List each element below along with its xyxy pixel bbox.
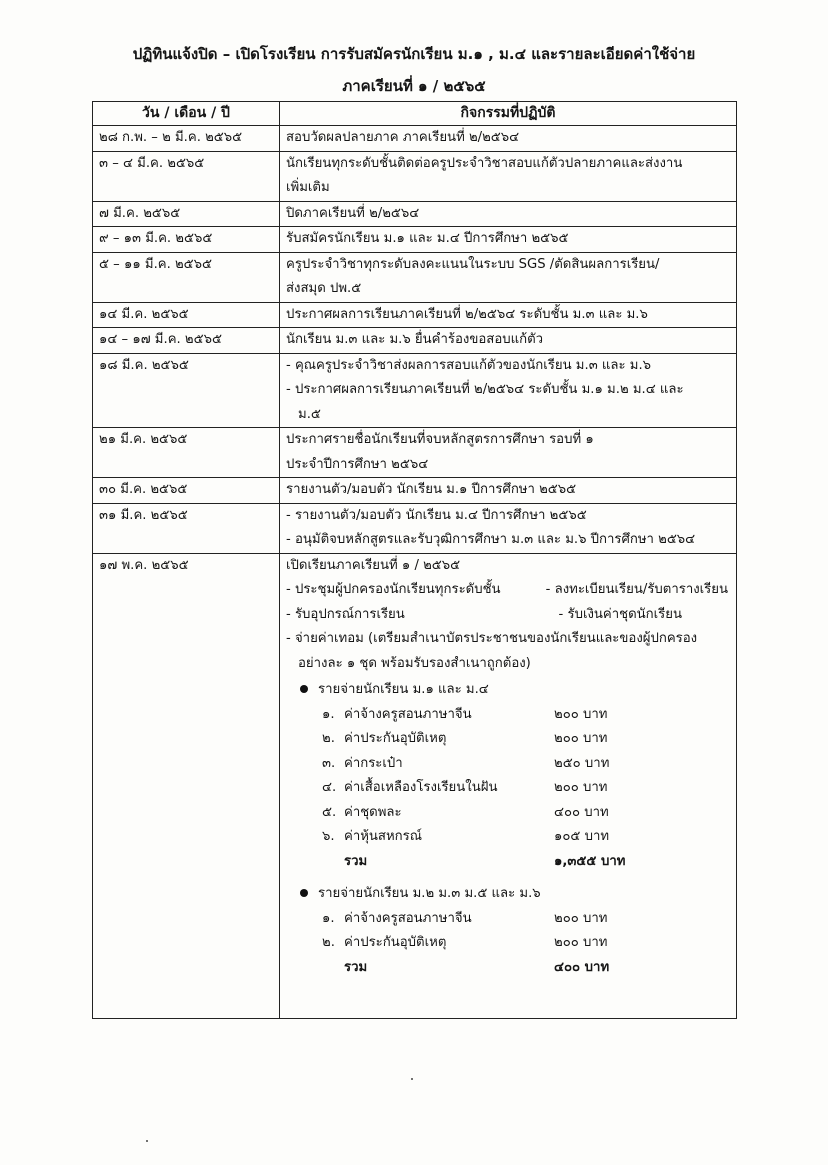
fee-item [286,752,730,777]
total-label: รวม [344,959,368,975]
activity-line: ปิดภาคเรียนที่ ๒/๒๕๖๔ [286,205,420,221]
fee-item-amount: ๑๐๕ บาท [554,829,610,844]
document-subtitle: ภาคเรียนที่ ๑ / ๒๕๖๕ [342,77,486,95]
fee-item [286,931,730,956]
activity-cell [280,302,737,328]
date-cell: ๓ – ๔ มี.ค. ๒๕๖๕ [93,151,280,201]
fee-item-label: ค่าชุดพละ [344,804,402,820]
fee-item [286,703,730,728]
activity-line: นักเรียนทุกระดับชั้นติดต่อครูประจำวิชาสอบแก้ตัวปลายภาคและส่งงาน [286,155,683,171]
scan-speck [146,1140,148,1142]
activity-item: - ลงทะเบียนเรียน/รับตารางเรียน [545,582,728,597]
bullet-icon [300,685,308,693]
fee-group-1-heading [286,678,730,703]
activity-item: - ประชุมผู้ปกครองนักเรียนทุกระดับชั้น [286,582,501,597]
activity-cell [280,151,737,201]
total-amount: ๔๐๐ บาท [554,959,610,975]
document-title: ปฏิทินแจ้งปิด – เปิดโรงเรียน การรับสมัครนักเรียน ม.๑ , ม.๔ และรายละเอียดค่าใช้จ่าย [132,45,696,63]
activity-pair [286,603,730,628]
fee-item-amount: ๔๐๐ บาท [554,804,609,820]
date-cell: ๑๔ – ๑๗ มี.ค. ๒๕๖๕ [93,328,280,354]
activity-cell [280,353,737,428]
table-row [93,151,737,201]
date-cell: ๓๐ มี.ค. ๒๕๖๕ [93,478,280,504]
activity-line: - รายงานตัว/มอบตัว นักเรียน ม.๔ ปีการศึกษา ๒๕๖๕ [286,507,587,523]
activity-line: ม.๕ [298,406,321,422]
fee-group-2-heading [286,882,730,907]
fee-item-no: ๓. [322,755,336,771]
table-row [93,201,737,227]
column-header-date: วัน / เดือน / ปี [93,102,280,126]
table-row [93,302,737,328]
fee-group-title: รายจ่ายนักเรียน ม.๑ และ ม.๔ [318,682,489,697]
activity-cell [280,503,737,553]
date-cell: ๒๘ ก.พ. – ๒ มี.ค. ๒๕๖๕ [93,126,280,152]
date-cell: ๗ มี.ค. ๒๕๖๕ [93,201,280,227]
date-cell: ๑๗ พ.ค. ๒๕๖๕ [93,553,280,1019]
fee-group-1-list [286,703,730,850]
date-cell: ๓๑ มี.ค. ๒๕๖๕ [93,503,280,553]
table-row [93,126,737,152]
fee-item [286,801,730,826]
activity-line: ประกาศผลการเรียนภาคเรียนที่ ๒/๒๕๖๔ ระดับชั้น ม.๓ และ ม.๖ [286,306,648,322]
activity-cell [280,428,737,478]
activity-line: - อนุมัติจบหลักสูตรและรับวุฒิการศึกษา ม.๓ และ ม.๖ ปีการศึกษา ๒๕๖๔ [286,532,696,547]
fee-item-no: ๑. [322,706,335,722]
date-cell: ๑๔ มี.ค. ๒๕๖๕ [93,302,280,328]
fee-item-no: ๒. [322,935,335,950]
activity-line: เพิ่มเติม [286,180,330,195]
fee-group-2-total [286,956,730,981]
total-amount: ๑,๓๕๕ บาท [554,853,626,869]
cell-spacer [286,1004,730,1018]
fee-item-amount: ๒๐๐ บาท [554,706,608,722]
activity-line: ประกาศรายชื่อนักเรียนที่จบหลักสูตรการศึกษา รอบที่ ๑ [286,432,594,447]
fee-item-no: ๔. [322,780,337,795]
activity-cell [280,328,737,354]
fee-item-label: ค่ากระเป๋า [344,755,403,771]
fee-item-amount: ๒๐๐ บาท [554,910,608,926]
table-row [93,252,737,302]
date-cell: ๕ – ๑๑ มี.ค. ๒๕๖๕ [93,252,280,302]
scan-speck [411,1078,413,1080]
table-row [93,503,737,553]
activity-cell [280,126,737,152]
column-header-activity: กิจกรรมที่ปฏิบัติ [280,102,737,126]
date-cell: ๑๘ มี.ค. ๒๕๖๕ [93,353,280,428]
fee-item-amount: ๒๐๐ บาท [554,935,608,950]
fee-item [286,907,730,932]
term-opening-heading: เปิดเรียนภาคเรียนที่ ๑ / ๒๕๖๕ [286,557,461,573]
cell-spacer [286,980,730,1004]
fee-group-1-total [286,850,730,875]
fee-item-no: ๖. [322,829,335,844]
activity-cell [280,201,737,227]
activity-line: ประจำปีการศึกษา ๒๕๖๔ [286,456,429,472]
activity-pair [286,578,730,603]
fee-item-amount: ๒๐๐ บาท [554,780,608,795]
fee-item-label: ค่าจ้างครูสอนภาษาจีน [344,706,472,722]
table-row-term-opening [93,553,737,1019]
fee-item-label: ค่าหุ้นสหกรณ์ [344,829,422,844]
table-row [93,227,737,253]
fee-item-no: ๕. [322,804,337,820]
fee-item-label: ค่าเสื้อเหลืองโรงเรียนในฝัน [344,780,498,795]
activity-line: สอบวัดผลปลายภาค ภาคเรียนที่ ๒/๒๕๖๔ [286,130,520,145]
fee-item-no: ๑. [322,910,335,926]
total-label: รวม [344,853,368,869]
fee-item-amount: ๒๐๐ บาท [554,731,608,746]
activity-line: รับสมัครนักเรียน ม.๑ และ ม.๔ ปีการศึกษา ๒๕๖๕ [286,231,569,246]
activity-cell [280,553,737,1019]
fee-item [286,825,730,850]
date-cell: ๒๑ มี.ค. ๒๕๖๕ [93,428,280,478]
activity-line: ส่งสมุด ปพ.๕ [286,281,362,296]
table-row [93,428,737,478]
table-row [93,478,737,504]
fee-group-title: รายจ่ายนักเรียน ม.๒ ม.๓ ม.๕ และ ม.๖ [318,886,541,901]
fee-item-label: ค่าประกันอุบัติเหตุ [344,935,447,950]
activity-line: ครูประจำวิชาทุกระดับลงคะแนนในระบบ SGS /ตัดสินผลการเรียน/ [286,256,660,272]
fee-item [286,776,730,801]
table-row [93,328,737,354]
activity-line: - คุณครูประจำวิชาส่งผลการสอบแก้ตัวของนักเรียน ม.๓ และ ม.๖ [286,357,652,373]
date-cell: ๙ – ๑๓ มี.ค. ๒๕๖๕ [93,227,280,253]
fee-item [286,727,730,752]
activity-cell [280,252,737,302]
activity-line: - ประกาศผลการเรียนภาคเรียนที่ ๒/๒๕๖๔ ระดับชั้น ม.๑ ม.๒ ม.๔ และ [286,382,684,397]
activity-line: นักเรียน ม.๓ และ ม.๖ ยื่นคำร้องขอสอบแก้ตัว [286,332,544,347]
fee-item-label: ค่าจ้างครูสอนภาษาจีน [344,910,472,926]
fee-group-2-list [286,907,730,956]
fee-item-no: ๒. [322,731,335,746]
table-row [93,353,737,428]
bullet-icon [300,889,308,897]
table-header-row [93,102,737,126]
tuition-note: - จ่ายค่าเทอม (เตรียมสำเนาบัตรประชาชนของนักเรียนและของผู้ปกครอง [286,631,698,646]
fee-item-amount: ๒๕๐ บาท [554,755,610,771]
tuition-note-cont: อย่างละ ๑ ชุด พร้อมรับรองสำเนาถูกต้อง) [298,655,531,671]
activity-item: - รับเงินค่าชุดนักเรียน [558,606,682,622]
activity-line: รายงานตัว/มอบตัว นักเรียน ม.๑ ปีการศึกษา ๒๕๖๕ [286,482,577,497]
schedule-table [92,101,737,1019]
activity-cell [280,227,737,253]
activity-cell [280,478,737,504]
fee-item-label: ค่าประกันอุบัติเหตุ [344,731,447,746]
activity-item: - รับอุปกรณ์การเรียน [286,606,405,622]
